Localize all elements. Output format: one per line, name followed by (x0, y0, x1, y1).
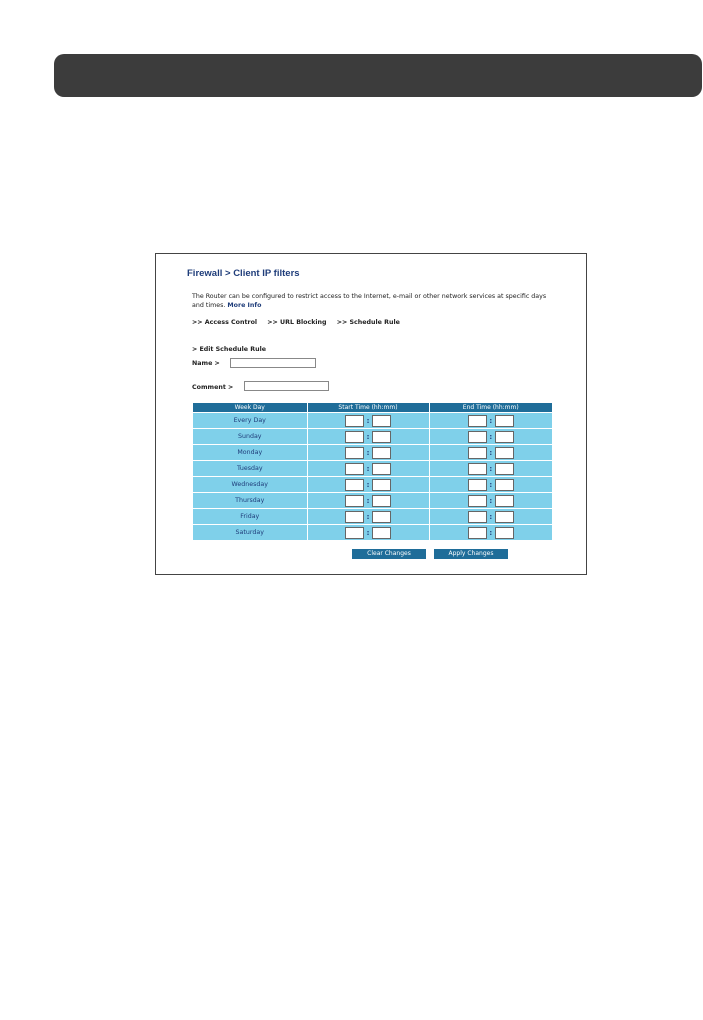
table-row (193, 429, 552, 445)
start-minute-input[interactable] (372, 479, 391, 491)
end-time-cell (429, 509, 552, 525)
start-minute-input[interactable] (372, 431, 391, 443)
end-hour-input[interactable] (468, 479, 487, 491)
header-start-time: Start Time (hh:mm) (307, 403, 429, 413)
end-minute-input[interactable] (495, 447, 514, 459)
page-title: Firewall > Client IP filters (187, 268, 300, 279)
header-week-day: Week Day (193, 403, 307, 413)
time-colon: : (489, 464, 493, 473)
more-info-link[interactable]: More Info (227, 301, 262, 309)
end-minute-input[interactable] (495, 415, 514, 427)
schedule-table (193, 403, 552, 540)
time-colon: : (489, 448, 493, 457)
end-time-cell (429, 493, 552, 509)
start-minute-input[interactable] (372, 527, 391, 539)
end-hour-input[interactable] (468, 431, 487, 443)
start-time-cell (307, 461, 429, 477)
start-time-cell (307, 413, 429, 429)
clear-changes-button[interactable]: Clear Changes (352, 549, 426, 559)
start-hour-input[interactable] (345, 527, 364, 539)
apply-changes-button[interactable]: Apply Changes (434, 549, 508, 559)
name-label: Name > (192, 360, 220, 367)
end-hour-input[interactable] (468, 511, 487, 523)
time-colon: : (366, 464, 370, 473)
table-row (193, 445, 552, 461)
name-input[interactable] (230, 358, 316, 368)
table-row (193, 477, 552, 493)
week-day-cell: Tuesday (193, 461, 307, 477)
week-day-cell: Sunday (193, 429, 307, 445)
week-day-cell: Thursday (193, 493, 307, 509)
table-row (193, 461, 552, 477)
end-minute-input[interactable] (495, 463, 514, 475)
section-title: > Edit Schedule Rule (192, 346, 267, 353)
time-colon: : (489, 432, 493, 441)
nav-access-control[interactable]: >> Access Control (192, 319, 258, 326)
start-hour-input[interactable] (345, 479, 364, 491)
end-hour-input[interactable] (468, 527, 487, 539)
start-time-cell (307, 429, 429, 445)
time-colon: : (489, 416, 493, 425)
start-hour-input[interactable] (345, 495, 364, 507)
time-colon: : (366, 512, 370, 521)
start-minute-input[interactable] (372, 447, 391, 459)
week-day-cell: Every Day (193, 413, 307, 429)
start-hour-input[interactable] (345, 431, 364, 443)
time-colon: : (366, 432, 370, 441)
manual-header-bar (54, 54, 702, 97)
end-hour-input[interactable] (468, 463, 487, 475)
start-time-cell (307, 493, 429, 509)
start-time-cell (307, 445, 429, 461)
page-description (192, 293, 552, 310)
end-minute-input[interactable] (495, 431, 514, 443)
start-minute-input[interactable] (372, 463, 391, 475)
time-colon: : (366, 480, 370, 489)
end-minute-input[interactable] (495, 495, 514, 507)
end-time-cell (429, 477, 552, 493)
week-day-cell: Saturday (193, 525, 307, 541)
end-minute-input[interactable] (495, 479, 514, 491)
nav-url-blocking[interactable]: >> URL Blocking (267, 319, 327, 326)
start-minute-input[interactable] (372, 415, 391, 427)
table-header-row (193, 403, 552, 413)
comment-label: Comment > (192, 384, 234, 391)
end-hour-input[interactable] (468, 495, 487, 507)
start-hour-input[interactable] (345, 447, 364, 459)
header-end-time: End Time (hh:mm) (429, 403, 552, 413)
table-row (193, 509, 552, 525)
start-time-cell (307, 509, 429, 525)
firewall-subnav (192, 319, 408, 326)
router-ui-frame (155, 253, 587, 575)
end-time-cell (429, 525, 552, 541)
week-day-cell: Wednesday (193, 477, 307, 493)
table-row (193, 525, 552, 541)
end-time-cell (429, 445, 552, 461)
start-hour-input[interactable] (345, 511, 364, 523)
start-time-cell (307, 525, 429, 541)
week-day-cell: Monday (193, 445, 307, 461)
time-colon: : (489, 512, 493, 521)
end-time-cell (429, 429, 552, 445)
end-hour-input[interactable] (468, 415, 487, 427)
start-minute-input[interactable] (372, 511, 391, 523)
end-time-cell (429, 461, 552, 477)
week-day-cell: Friday (193, 509, 307, 525)
time-colon: : (489, 528, 493, 537)
start-hour-input[interactable] (345, 415, 364, 427)
time-colon: : (366, 448, 370, 457)
end-hour-input[interactable] (468, 447, 487, 459)
time-colon: : (366, 528, 370, 537)
table-row (193, 493, 552, 509)
start-time-cell (307, 477, 429, 493)
start-minute-input[interactable] (372, 495, 391, 507)
time-colon: : (489, 480, 493, 489)
end-time-cell (429, 413, 552, 429)
end-minute-input[interactable] (495, 511, 514, 523)
time-colon: : (366, 416, 370, 425)
table-row (193, 413, 552, 429)
time-colon: : (489, 496, 493, 505)
comment-input[interactable] (244, 381, 329, 391)
description-text: The Router can be configured to restrict access to the Internet, e-mail or other network services at specific days and times. (192, 293, 547, 309)
start-hour-input[interactable] (345, 463, 364, 475)
nav-schedule-rule[interactable]: >> Schedule Rule (336, 319, 400, 326)
end-minute-input[interactable] (495, 527, 514, 539)
time-colon: : (366, 496, 370, 505)
